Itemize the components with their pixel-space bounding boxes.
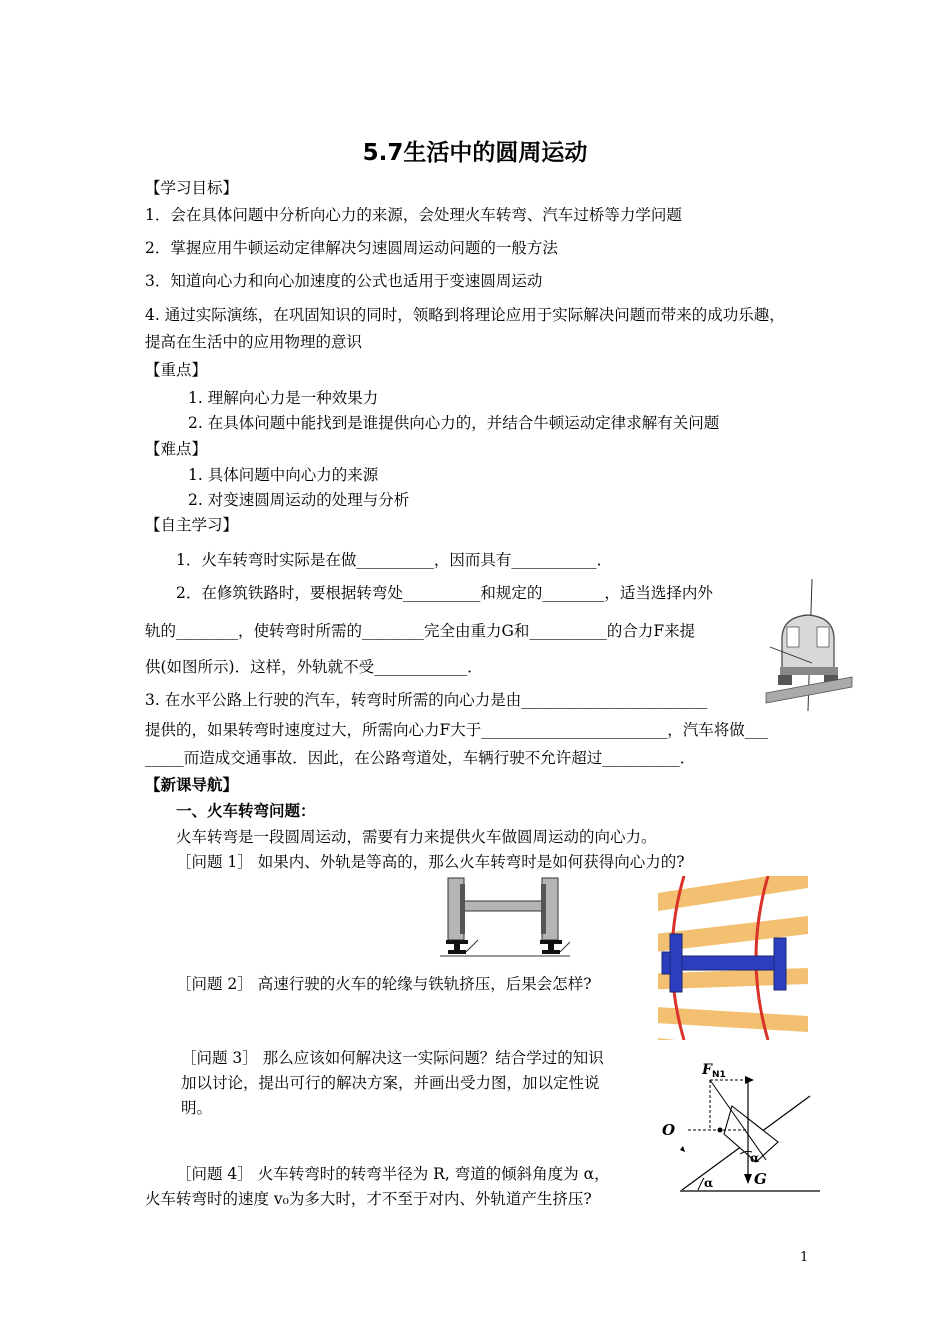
selfstudy-line: 提供的，如果转弯时速度过大，所需向心力F大于________________________，汽车将做___ [145,721,769,739]
page-title: 5.7生活中的圆周运动 [362,140,588,166]
question-4-line: 火车转弯时的速度 v₀为多大时，才不至于对内、外轨道产生挤压? [145,1190,592,1208]
selfstudy-line: 1．火车转弯时实际是在做__________，因而具有___________． [176,551,613,569]
question-2: ［问题 2］ 高速行驶的火车的轮缘与铁轨挤压，后果会怎样? [176,975,592,993]
selfstudy-line: 3. 在水平公路上行驶的汽车，转弯时所需的向心力是由________________________ [145,691,708,709]
train-banked-figure [760,575,858,715]
selfstudy-line: 轨的________，使转弯时所需的________完全由重力G和__________的合力F来提 [145,622,696,640]
keypoint-item: 2. 在具体问题中能找到是谁提供向心力的，并结合牛顿运动定律求解有关问题 [188,414,720,432]
selfstudy-line: 供(如图所示)．这样，外轨就不受____________． [145,658,483,676]
level-rails-figure [440,876,570,962]
incline-alpha-label: α [704,1176,714,1190]
page-number: 1 [800,1250,809,1265]
alpha-label: α [750,1151,760,1165]
question-3-line: ［问题 3］ 那么应该如何解决这一实际问题？结合学过的知识 [181,1049,604,1067]
goal-item: 1．会在具体问题中分析向心力的来源，会处理火车转弯、汽车过桥等力学问题 [145,206,682,224]
fn1-subscript: N1 [712,1070,726,1080]
difficulty-item: 1. 具体问题中向心力的来源 [188,466,379,484]
goals-header: 【学习目标】 [145,179,239,197]
goal-item: 4. 通过实际演练，在巩固知识的同时，领略到将理论应用于实际解决问题而带来的成功乐趣， [145,306,785,324]
selfstudy-line: 2．在修筑铁路时，要根据转弯处__________和规定的________，适当选择内外 [176,584,713,602]
selfstudy-line: _____而造成交通事故．因此，在公路弯道处，车辆行驶不允许超过__________． [145,749,696,767]
difficulty-item: 2. 对变速圆周运动的处理与分析 [188,491,410,509]
goal-item: 提高在生活中的应用物理的意识 [145,333,363,351]
selfstudy-header: 【自主学习】 [145,516,239,534]
keypoint-item: 1. 理解向心力是一种效果力 [188,389,379,407]
origin-label: O [662,1121,676,1139]
intro-text: 火车转弯是一段圆周运动，需要有力来提供火车做圆周运动的向心力。 [176,828,657,846]
gravity-label: G [754,1170,767,1188]
section-title: 一、火车转弯问题： [176,802,316,820]
keypoints-header: 【重点】 [145,361,208,379]
question-3-line: 明。 [181,1099,213,1117]
question-1: ［问题 1］ 如果内、外轨是等高的，那么火车转弯时是如何获得向心力的? [176,853,685,871]
goal-item: 2．掌握应用牛顿运动定律解决匀速圆周运动问题的一般方法 [145,239,558,257]
newlesson-header: 【新课导航】 [145,776,239,794]
fn1-label: F [702,1062,712,1078]
goal-item: 3．知道向心力和向心加速度的公式也适用于变速圆周运动 [145,272,543,290]
force-diagram-figure [660,1050,822,1196]
question-3-line: 加以讨论，提出可行的解决方案，并画出受力图，加以定性说 [181,1074,600,1092]
difficulties-header: 【难点】 [145,440,208,458]
curved-track-figure [658,876,808,1040]
question-4-line: ［问题 4］ 火车转弯时的转弯半径为 R, 弯道的倾斜角度为 α， [176,1165,610,1183]
